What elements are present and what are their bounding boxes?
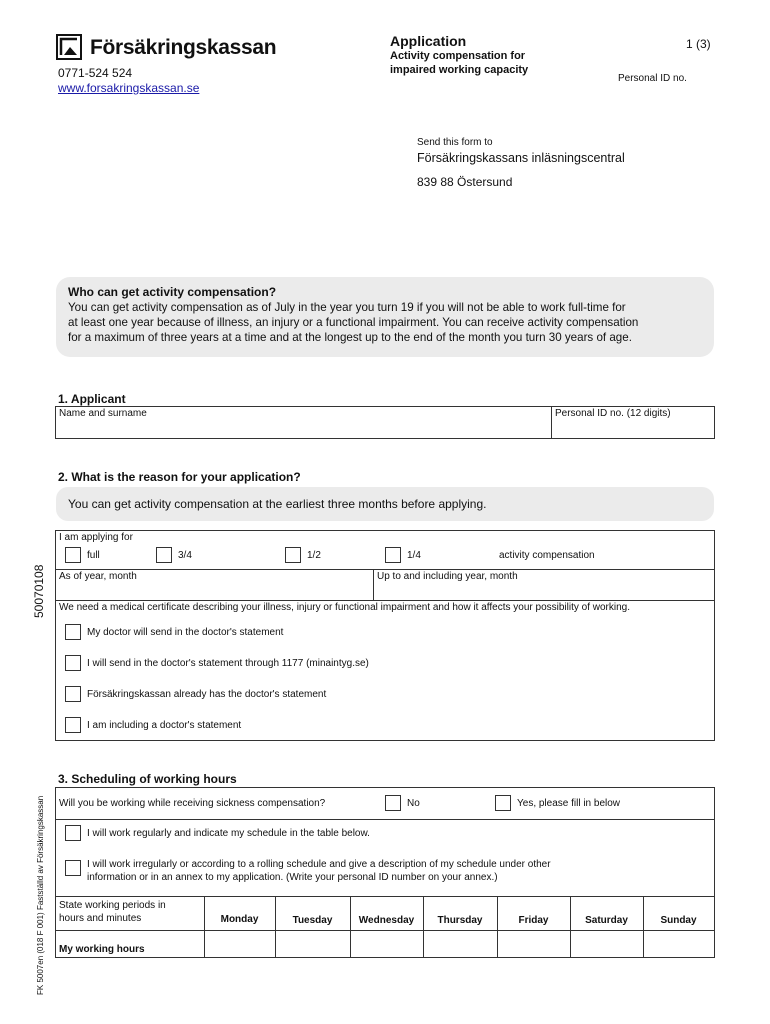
- logo-icon: [56, 34, 82, 60]
- info-line-3: for a maximum of three years at a time and at the longest up to the end of the month you turn 30 years of age.: [68, 331, 632, 344]
- working-question: Will you be working while receiving sickness compensation?: [59, 798, 326, 809]
- cert-option-2-label: I will send in the doctor's statement through 1177 (minaintyg.se): [87, 658, 369, 669]
- cert-option-4-label: I am including a doctor's statement: [87, 720, 242, 731]
- send-to-address-2: 839 88 Östersund: [417, 175, 513, 189]
- doc-subtitle-2: impaired working capacity: [390, 64, 529, 76]
- certificate-text: We need a medical certificate describing your illness, injury or functional impairment and how it affects your possibility of working.: [59, 602, 631, 613]
- cert-option-1-label: My doctor will send in the doctor's statement: [87, 627, 284, 638]
- day-header-monday: Monday: [220, 914, 259, 925]
- form-id: FK 5007en (018 F 001) Fastställd av Försäkringskassan: [36, 795, 45, 995]
- from-input[interactable]: [59, 583, 369, 598]
- irregular-line-1: I will work irregularly or according to a rolling schedule and give a description of my schedule under other: [87, 859, 551, 870]
- half-checkbox[interactable]: [285, 547, 301, 563]
- section-1-heading: 1. Applicant: [58, 392, 126, 406]
- form-code: 50070108: [32, 564, 46, 618]
- name-label: Name and surname: [59, 408, 147, 419]
- cert-option-1-checkbox[interactable]: [65, 624, 81, 640]
- cert-option-3-label: Försäkringskassan already has the doctor's statement: [87, 689, 327, 700]
- cert-option-2-checkbox[interactable]: [65, 655, 81, 671]
- cert-option-4-checkbox[interactable]: [65, 717, 81, 733]
- section-2-box: [55, 530, 715, 741]
- yes-checkbox[interactable]: [495, 795, 511, 811]
- to-label: Up to and including year, month: [377, 571, 518, 582]
- section-2-heading: 2. What is the reason for your application?: [58, 470, 301, 484]
- table-label-2: hours and minutes: [59, 913, 142, 924]
- name-input[interactable]: [59, 421, 547, 437]
- website-link[interactable]: www.forsakringskassan.se: [58, 81, 200, 95]
- full-checkbox[interactable]: [65, 547, 81, 563]
- activity-compensation-label: activity compensation: [499, 550, 595, 561]
- irregular-line-2: information or in an annex to my application. (Write your personal ID number on your annex.): [87, 872, 498, 883]
- hours-input-monday[interactable]: [206, 932, 273, 956]
- three-quarter-label: 3/4: [178, 550, 192, 561]
- personal-id-label: Personal ID no.: [618, 73, 687, 84]
- hours-input-sunday[interactable]: [645, 932, 712, 956]
- day-header-sunday: Sunday: [660, 915, 697, 926]
- cert-option-3-checkbox[interactable]: [65, 686, 81, 702]
- applying-for-label: I am applying for: [59, 532, 133, 543]
- note-text: You can get activity compensation at the earliest three months before applying.: [68, 497, 487, 511]
- full-label: full: [87, 550, 100, 561]
- logo-text: Försäkringskassan: [90, 36, 277, 59]
- from-label: As of year, month: [59, 571, 137, 582]
- irregular-checkbox[interactable]: [65, 860, 81, 876]
- hours-input-friday[interactable]: [499, 932, 568, 956]
- phone-number: 0771-524 524: [58, 66, 133, 80]
- info-line-1: You can get activity compensation as of July in the year you turn 19 if you will not be able to work full-time for: [68, 301, 626, 314]
- my-hours-label: My working hours: [59, 944, 145, 955]
- day-header-thursday: Thursday: [437, 915, 483, 926]
- three-quarter-checkbox[interactable]: [156, 547, 172, 563]
- note-box: [56, 487, 714, 521]
- quarter-label: 1/4: [407, 550, 421, 561]
- day-header-saturday: Saturday: [585, 915, 628, 926]
- doc-subtitle-1: Activity compensation for: [390, 50, 526, 62]
- no-label: No: [407, 798, 420, 809]
- applicant-box: [55, 406, 715, 439]
- no-checkbox[interactable]: [385, 795, 401, 811]
- hours-input-tuesday[interactable]: [277, 932, 348, 956]
- table-label-1: State working periods in: [59, 900, 166, 911]
- quarter-checkbox[interactable]: [385, 547, 401, 563]
- info-heading: Who can get activity compensation?: [68, 285, 277, 299]
- hours-input-saturday[interactable]: [572, 932, 641, 956]
- day-header-wednesday: Wednesday: [358, 915, 415, 926]
- day-header-tuesday: Tuesday: [292, 915, 333, 926]
- page-number: 1 (3): [686, 37, 711, 51]
- hours-input-thursday[interactable]: [425, 932, 495, 956]
- to-input[interactable]: [377, 583, 707, 598]
- regular-checkbox[interactable]: [65, 825, 81, 841]
- half-label: 1/2: [307, 550, 321, 561]
- section-3-box: [55, 787, 715, 958]
- send-to-address-1: Försäkringskassans inläsningscentral: [417, 151, 625, 165]
- section-3-heading: 3. Scheduling of working hours: [58, 772, 237, 786]
- info-box: [56, 277, 714, 357]
- regular-label: I will work regularly and indicate my schedule in the table below.: [87, 828, 370, 839]
- hours-input-wednesday[interactable]: [352, 932, 421, 956]
- yes-label: Yes, please fill in below: [517, 798, 621, 809]
- send-to-label: Send this form to: [417, 137, 493, 148]
- pid-label: Personal ID no. (12 digits): [555, 408, 671, 419]
- doc-title: Application: [390, 33, 467, 49]
- pid-input[interactable]: [555, 421, 711, 437]
- info-line-2: at least one year because of illness, an injury or a functional impairment. You can receive activity compensation: [68, 316, 639, 329]
- day-header-friday: Friday: [518, 915, 549, 926]
